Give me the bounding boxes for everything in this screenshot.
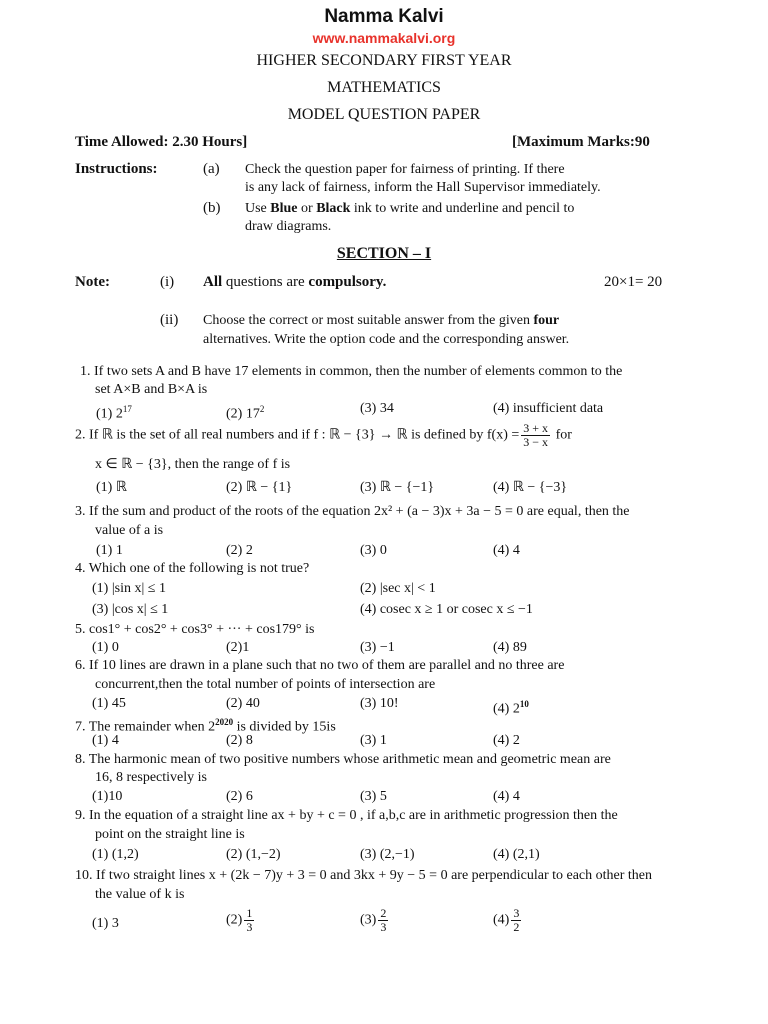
q8-option-4: (4) 4	[493, 789, 520, 804]
question-5-line1: 5. cos1° + cos2° + cos3° + ··· + cos179° is	[75, 622, 315, 637]
q10-option-3-fraction: $\frac{2}{3}$	[380, 906, 387, 934]
question-1-line1: 1. If two sets A and B have 17 elements in common, then the number of elements common to the	[80, 364, 623, 379]
brand-name: Namma Kalvi	[324, 6, 444, 27]
paper-title-line3: MODEL QUESTION PAPER	[287, 106, 481, 123]
q9-option-3: (3) (2,−1)	[360, 847, 415, 862]
question-7-line1: 7. The remainder when $2^{2020}$ is divided by 15is	[75, 717, 336, 735]
q9-option-2: (2) (1,−2)	[226, 847, 281, 862]
q2-fraction: $\frac{3 + x}{3 - x}$	[523, 421, 549, 449]
q10-option-2-fraction: $\frac{1}{3}$	[246, 906, 253, 934]
section-marks: 20×1= 20	[604, 274, 663, 290]
q7-option-3: (3) 1	[360, 733, 387, 748]
brand-website-link[interactable]: www.nammakalvi.org	[312, 30, 456, 46]
q2-option-2: (2) ℝ − {1}	[226, 480, 293, 495]
q1-option-1: (1) $2^{17}$	[96, 404, 132, 422]
q3-option-4: (4) 4	[493, 543, 520, 558]
note-i-tag: (i)	[160, 274, 175, 290]
q4-option-1: (1) |sin x| ≤ 1	[92, 581, 166, 596]
note-i-text: All questions are compulsory.	[203, 274, 387, 290]
q8-option-1: (1)10	[92, 789, 123, 804]
q3-option-2: (2) 2	[226, 543, 253, 558]
paper-subject: MATHEMATICS	[327, 79, 441, 96]
q5-option-3: (3) −1	[360, 640, 395, 655]
q6-option-4: (4) $2^{10}$	[493, 699, 529, 717]
q10-option-4: (4) $\frac{3}{2}$	[493, 906, 520, 934]
q4-option-2: (2) |sec x| < 1	[360, 581, 436, 596]
q6-option-3: (3) 10!	[360, 696, 399, 711]
q4-option-3: (3) |cos x| ≤ 1	[92, 602, 169, 617]
q6-option-2: (2) 40	[226, 696, 260, 711]
note-ii-line2: alternatives. Write the option code and the corresponding answer.	[203, 332, 570, 347]
question-2-line1: 2. If ℝ is the set of all real numbers and if f : ℝ − {3} → ℝ is defined by f(x) = $\frac{3 + x}{3 - x}$ for	[75, 421, 572, 449]
q9-option-1: (1) (1,2)	[92, 847, 139, 862]
instruction-b-tag: (b)	[203, 200, 221, 216]
section-title: SECTION – I	[336, 245, 432, 262]
q2-option-3: (3) ℝ − {−1}	[360, 480, 435, 495]
note-ii-line1: Choose the correct or most suitable answer from the given four	[203, 313, 560, 328]
q4-option-4: (4) cosec x ≥ 1 or cosec x ≤ −1	[360, 602, 533, 617]
question-3-line1: 3. If the sum and product of the roots of the equation 2x² + (a − 3)x + 3a − 5 = 0 are equal, then the	[75, 504, 630, 519]
q7-option-1: (1) 4	[92, 733, 119, 748]
instruction-b-line2: draw diagrams.	[245, 219, 332, 234]
question-9-line2: point on the straight line is	[95, 827, 245, 842]
q3-option-3: (3) 0	[360, 543, 387, 558]
note-label: Note:	[75, 274, 110, 290]
instructions-label: Instructions:	[75, 161, 158, 177]
maximum-marks: [Maximum Marks:90	[512, 134, 650, 150]
q10-option-2: (2) $\frac{1}{3}$	[226, 906, 253, 934]
question-10-line2: the value of k is	[95, 887, 185, 902]
q1-option-4: (4) insufficient data	[493, 401, 604, 416]
note-ii-tag: (ii)	[160, 312, 179, 328]
paper-title-line1: HIGHER SECONDARY FIRST YEAR	[256, 52, 512, 69]
question-6-line2: concurrent,then the total number of points of intersection are	[95, 677, 436, 692]
question-1-line2: set A×B and B×A is	[95, 382, 208, 397]
question-4-line1: 4. Which one of the following is not true?	[75, 561, 310, 576]
question-8-line2: 16, 8 respectively is	[95, 770, 207, 785]
q7-option-4: (4) 2	[493, 733, 520, 748]
q1-option-3: (3) 34	[360, 401, 394, 416]
q10-option-4-fraction: $\frac{3}{2}$	[513, 906, 520, 934]
question-6-line1: 6. If 10 lines are drawn in a plane such that no two of them are parallel and no three are	[75, 658, 565, 673]
q8-option-2: (2) 6	[226, 789, 253, 804]
question-3-line2: value of a is	[95, 523, 164, 538]
q3-option-1: (1) 1	[96, 543, 123, 558]
q1-option-2: (2) $17^2$	[226, 404, 265, 422]
question-9-line1: 9. In the equation of a straight line ax + by + c = 0 , if a,b,c are in arithmetic progression then the	[75, 808, 618, 823]
question-8-line1: 8. The harmonic mean of two positive numbers whose arithmetic mean and geometric mean are	[75, 752, 611, 767]
q10-option-1: (1) 3	[92, 916, 119, 931]
question-2-line2: x ∈ ℝ − {3}, then the range of f is	[95, 457, 291, 472]
q5-option-2: (2)1	[226, 640, 250, 655]
time-allowed: Time Allowed: 2.30 Hours]	[75, 134, 248, 150]
q2-option-1: (1) ℝ	[96, 480, 127, 495]
q6-option-1: (1) 45	[92, 696, 126, 711]
question-10-line1: 10. If two straight lines x + (2k − 7)y + 3 = 0 and 3kx + 9y − 5 = 0 are perpendicular to each other then	[75, 868, 653, 883]
q10-option-3: (3) $\frac{2}{3}$	[360, 906, 387, 934]
instruction-a-line1: Check the question paper for fairness of printing. If there	[245, 162, 565, 177]
q7-option-2: (2) 8	[226, 733, 253, 748]
q5-option-4: (4) 89	[493, 640, 527, 655]
instruction-a-line2: is any lack of fairness, inform the Hall Supervisor immediately.	[245, 180, 601, 195]
instruction-b-line1: Use Blue or Black ink to write and underline and pencil to	[245, 201, 575, 216]
q9-option-4: (4) (2,1)	[493, 847, 540, 862]
q8-option-3: (3) 5	[360, 789, 387, 804]
instruction-a-tag: (a)	[203, 161, 220, 177]
q5-option-1: (1) 0	[92, 640, 119, 655]
q2-option-4: (4) ℝ − {−3}	[493, 480, 568, 495]
